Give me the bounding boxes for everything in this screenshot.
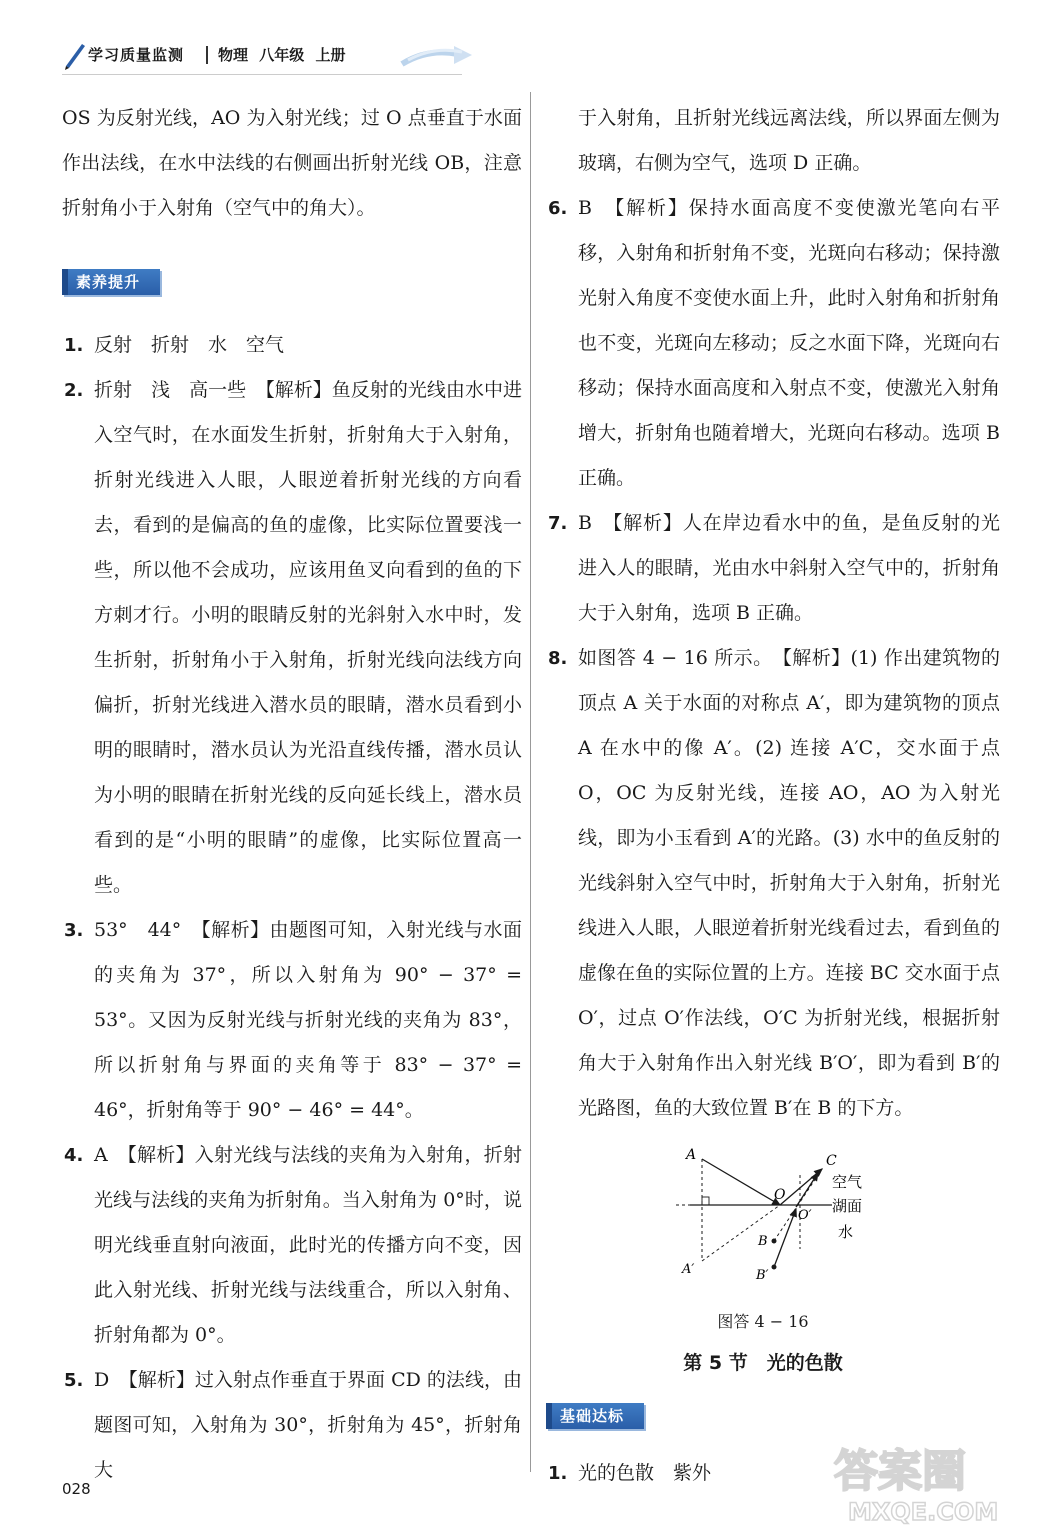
page-header — [62, 36, 482, 76]
answer-item — [546, 501, 1000, 636]
pen-icon — [62, 40, 88, 70]
column-divider — [530, 92, 531, 1472]
header-separator — [206, 46, 208, 64]
section-badge-basic: 基础达标 — [546, 1403, 644, 1429]
label-b: B — [758, 1234, 768, 1249]
light-path-diagram — [676, 1145, 896, 1295]
label-a-prime: A′ — [682, 1262, 695, 1277]
watermark-text-url: MXQE.COM — [848, 1498, 999, 1526]
item-text: B 【解析】保持水面高度不变使激光笔向右平移，入射角和折射角不变，光斑向右移动；保持激光射入角度不变使水面上升，此时入射角和折射角也不变，光斑向左移动；反之水面下降，光斑向右移动；保持水面高度和入射点不变，使激光入射角增大，折射角也随着增大，光斑向右移动。选项 B 正确。 — [578, 197, 1000, 489]
refracted-ray — [796, 1173, 818, 1207]
figure-caption: 图答 4 − 16 — [717, 1312, 809, 1331]
answer-item — [62, 323, 522, 368]
incident-ray — [702, 1159, 780, 1205]
item-number: 1. — [548, 1463, 568, 1484]
point-b — [772, 1239, 777, 1244]
label-air: 空气 — [832, 1173, 863, 1191]
item-number: 2. — [64, 380, 84, 401]
arrow-decoration-icon — [398, 42, 478, 70]
right-column — [546, 96, 1000, 1496]
answer-item — [546, 186, 1000, 501]
page-number: 028 — [62, 1480, 91, 1498]
answer-item — [62, 1133, 522, 1358]
answer-item — [546, 636, 1000, 1131]
answer-item — [62, 1358, 522, 1493]
label-o-prime: O′ — [798, 1208, 812, 1223]
label-lake: 湖面 — [832, 1197, 863, 1215]
item-text: 光的色散 紫外 — [578, 1462, 712, 1484]
label-o: O — [774, 1187, 786, 1203]
label-b-prime: B′ — [756, 1268, 769, 1283]
optics-figure — [546, 1145, 1000, 1305]
continued-paragraph: 于入射角，且折射光线远离法线，所以界面左侧为玻璃，右侧为空气，选项 D 正确。 — [578, 107, 1000, 174]
refracted-incident-ray — [774, 1209, 796, 1267]
item-text: 如图答 4 − 16 所示。 【解析】(1) 作出建筑物的顶点 A 关于水面的对称点 A′，即为建筑物的顶点 A 在水中的像 A′。(2) 连接 A′C，交水面于点 O，OC 为反射光线，连接 AO，AO 为入射光线，即为小玉看到 A′的光路。(3) 水中的鱼反射的光线斜射入空气中时，折射角大于入射角，折射光线进入人眼，人眼逆着折射光线看过去，看到鱼的虚像在鱼的实际位置的上方。连接 BC 交水面于点 O′，过点 O′作法线，O′C 为折射光线，根据折射角大于入射角作出入射光线 B′O′，即为看到 B′的光路图，鱼的大致位置 B′在 B 的下方。 — [578, 647, 1000, 1119]
series-title: 学习质量监测 — [88, 46, 185, 64]
item-number: 7. — [548, 513, 568, 534]
header-rule — [62, 74, 462, 75]
point-b-prime — [772, 1265, 777, 1270]
item-number: 4. — [64, 1145, 84, 1166]
item-number: 5. — [64, 1370, 84, 1391]
left-column — [62, 96, 522, 1493]
right-angle-mark — [702, 1197, 709, 1205]
item-text: 反射 折射 水 空气 — [94, 334, 285, 356]
label-c: C — [826, 1153, 837, 1169]
item-text: 折射 浅 高一些 【解析】鱼反射的光线由水中进入空气时，在水面发生折射，折射角大于入射角，折射光线进入人眼，人眼逆着折射光线的方向看去，看到的是偏高的鱼的虚像，比实际位置要浅一些，所以他不会成功，应该用鱼叉向看到的鱼的下方刺才行。小明的眼睛反射的光斜射入水中时，发生折射，折射角小于入射角，折射光线向法线方向偏折，折射光线进入潜水员的眼睛，潜水员看到小明的眼睛时，潜水员认为光沿直线传播，潜水员认为小明的眼睛在折射光线的反向延长线上，潜水员看到的是“小明的眼睛”的虚像，比实际位置高一些。 — [94, 379, 522, 896]
subsection-title: 第 5 节 光的色散 — [683, 1352, 843, 1374]
label-water: 水 — [838, 1223, 854, 1241]
item-number: 3. — [64, 920, 84, 941]
subject-title: 物理 八年级 上册 — [218, 46, 346, 64]
item-text: D 【解析】过入射点作垂直于界面 CD 的法线，由题图可知，入射角为 30°，折射角为 45°，折射角大 — [94, 1369, 522, 1481]
watermark-logo — [828, 1436, 1024, 1528]
virtual-image-line — [702, 1205, 780, 1261]
answer-item — [62, 368, 522, 908]
section-badge-literacy: 素养提升 — [62, 269, 160, 295]
item-number: 6. — [548, 198, 568, 219]
watermark-text-main: 答案圈 — [834, 1446, 966, 1497]
label-a: A — [686, 1147, 697, 1163]
item-text: 53° 44° 【解析】由题图可知，入射光线与水面的夹角为 37°，所以入射角为 90° − 37° = 53°。又因为反射光线与折射光线的夹角为 83°，所以折射角与界面的夹角等于 83° − 37° = 46°，折射角等于 90° − 46° = 44°。 — [94, 919, 522, 1121]
answer-item — [62, 908, 522, 1133]
intro-paragraph: OS 为反射光线，AO 为入射光线；过 O 点垂直于水面作出法线，在水中法线的右侧画出折射光线 OB，注意折射角小于入射角（空气中的角大）。 — [62, 107, 522, 219]
item-text: B 【解析】人在岸边看水中的鱼，是鱼反射的光进入人的眼睛，光由水中斜射入空气中的，折射角大于入射角，选项 B 正确。 — [578, 512, 1000, 624]
item-number: 8. — [548, 648, 568, 669]
item-number: 1. — [64, 335, 84, 356]
item-text: A 【解析】入射光线与法线的夹角为入射角，折射光线与法线的夹角为折射角。当入射角为 0°时，说明光线垂直射向液面，此时光的传播方向不变，因此入射光线、折射光线与法线重合，所以入射角、折射角都为 0°。 — [94, 1144, 522, 1346]
